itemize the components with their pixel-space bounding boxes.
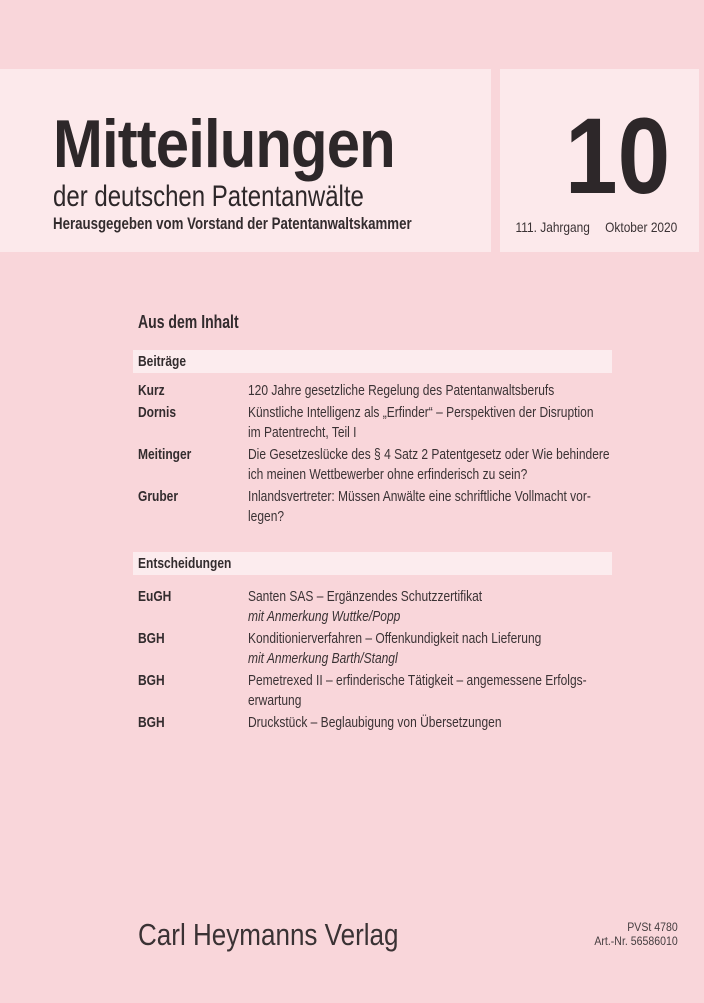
court-label: BGH bbox=[138, 630, 165, 647]
issue-number: 10 bbox=[564, 95, 670, 216]
entry-line: Druckstück – Beglaubigung von Übersetzungen bbox=[248, 714, 502, 731]
journal-subtitle: der deutschen Patentanwälte bbox=[53, 180, 364, 213]
entry-text bbox=[248, 403, 683, 443]
section-title: Entscheidungen bbox=[138, 555, 232, 572]
entry-line: ich meinen Wettbewerber ohne erfinderisch zu sein? bbox=[248, 466, 528, 483]
publisher-line: Herausgegeben vom Vorstand der Patentanwaltskammer bbox=[53, 214, 412, 233]
toc-entry bbox=[138, 487, 683, 527]
entry-line: Inlandsvertreter: Müssen Anwälte eine schriftliche Vollmacht vor- bbox=[248, 488, 591, 505]
entry-text bbox=[248, 381, 683, 401]
issue-date-label: Oktober 2020 bbox=[604, 219, 677, 235]
issue-meta bbox=[515, 219, 677, 236]
entry-text bbox=[248, 487, 683, 527]
toc-entry bbox=[138, 713, 683, 733]
entry-line: Konditionierverfahren – Offenkundigkeit nach Lieferung bbox=[248, 630, 542, 647]
section-bar-beitraege bbox=[133, 350, 612, 373]
section-bar-entscheidungen bbox=[133, 552, 612, 575]
toc-entry bbox=[138, 403, 683, 443]
publisher-name: Carl Heymanns Verlag bbox=[138, 917, 399, 952]
beitraege-entries bbox=[138, 381, 683, 529]
entry-line: Pemetrexed II – erfinderische Tätigkeit – angemessene Erfolgs- bbox=[248, 672, 587, 689]
entry-line: legen? bbox=[248, 508, 285, 525]
author-label: Meitinger bbox=[138, 446, 192, 463]
entry-annotation-line: mit Anmerkung Barth/Stangl bbox=[248, 650, 398, 667]
author-label: Dornis bbox=[138, 404, 177, 421]
entry-line: Künstliche Intelligenz als „Erfinder“ – Perspektiven der Disruption bbox=[248, 404, 594, 421]
entry-line: Die Gesetzeslücke des § 4 Satz 2 Patentgesetz oder Wie behindere bbox=[248, 446, 610, 463]
toc-entry bbox=[138, 445, 683, 485]
court-label: BGH bbox=[138, 672, 165, 689]
volume-label: 111. Jahrgang bbox=[515, 219, 590, 235]
entry-line: erwartung bbox=[248, 692, 302, 709]
pvst-number: PVSt 4780 bbox=[627, 920, 678, 934]
section-title: Beiträge bbox=[138, 353, 187, 370]
entry-text bbox=[248, 713, 683, 733]
postal-codes bbox=[595, 920, 678, 948]
entry-text bbox=[248, 587, 683, 627]
entry-text bbox=[248, 445, 683, 485]
toc-entry bbox=[138, 671, 683, 711]
entscheidungen-entries bbox=[138, 587, 683, 735]
court-label: EuGH bbox=[138, 588, 172, 605]
toc-entry bbox=[138, 629, 683, 669]
toc-entry bbox=[138, 381, 683, 401]
author-label: Gruber bbox=[138, 488, 179, 505]
entry-line: Santen SAS – Ergänzendes Schutzzertifikat bbox=[248, 588, 483, 605]
article-number: Art.-Nr. 56586010 bbox=[594, 934, 678, 948]
court-label: BGH bbox=[138, 714, 165, 731]
entry-annotation-line: mit Anmerkung Wuttke/Popp bbox=[248, 608, 401, 625]
contents-heading: Aus dem Inhalt bbox=[138, 312, 239, 332]
entry-line: im Patentrecht, Teil I bbox=[248, 424, 357, 441]
entry-text bbox=[248, 629, 683, 669]
entry-text bbox=[248, 671, 683, 711]
toc-entry bbox=[138, 587, 683, 627]
journal-title: Mitteilungen bbox=[53, 106, 395, 182]
author-label: Kurz bbox=[138, 382, 165, 399]
entry-line: 120 Jahre gesetzliche Regelung des Patentanwaltsberufs bbox=[248, 382, 555, 399]
